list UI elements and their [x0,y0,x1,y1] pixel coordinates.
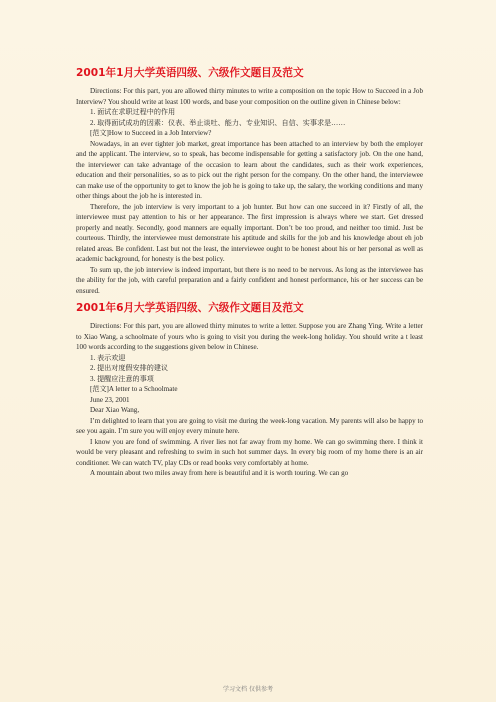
essay-title: [范文]How to Succeed in a Job Interview? [90,129,212,137]
directions-text: Directions: For this part, you are allowed thirty minutes to write a composition on the topic How to Succeed in a Job Interview? You should write at least 100 words, and base your composition on the outline given in Chinese below: [76,87,423,106]
directions-text: Directions: For this part, you are allowed thirty minutes to write a letter. Suppose you are Zhang Ying. Write a letter to Xiao Wang, a schoolmate of yours who is going to visit you during the week-long holiday. You should write a t least 100 words according to the suggestions given below in Chinese. [76,322,423,351]
section-title: 2001年6月大学英语四级、六级作文题目及范文 [76,302,304,314]
section-2001-january [76,66,423,296]
outline-item: 1. 面试在求职过程中的作用 [90,108,176,116]
outline-item: 2. 取得面试成功的因素：仪表、举止谈吐、能力、专业知识、自信、实事求是…… [90,118,346,127]
letter-paragraph: I’m delighted to learn that you are going to visit me during the week-long vacation. My parents will also be happy to see you again. I’m sure you will enjoy every minute here. [76,416,423,435]
essay-paragraph: Therefore, the job interview is very important to a job hunter. But how can one succeed in it? Firstly of all, the interviewee must pay attention to his or her appearance. The first impression is always where we start. Get dressed properly and neatly. Secondly, good manners are equally important. Don’t be too proud, and neither too timid. Just be courteous. Thirdly, the interviewee must demonstrate his aptitude and skills for the job and his knowledge about eh job related areas. Be confident. Last but not the least, the interviewee ought to be honest about his or her personal as well as academic background, for honesty is the best policy. [76,202,423,263]
outline-item: 1. 表示欢迎 [90,353,126,362]
document-body [76,66,423,479]
essay-paragraph: To sum up, the job interview is indeed important, but there is no need to be nervous. As long as the interviewee has the ability for the job, with careful preparation and a fairly confident and honest performance, his or her success can be ensured. [76,265,423,295]
letter-salutation: Dear Xiao Wang, [90,406,140,414]
section-title: 2001年1月大学英语四级、六级作文题目及范文 [76,67,304,79]
letter-paragraph: A mountain about two miles away from here is beautiful and it is worth touring. We can go [90,469,349,477]
section-2001-june [76,301,423,479]
essay-title: [范文]A letter to a Schoolmate [90,385,178,393]
letter-date: June 23, 2001 [90,395,130,404]
page-footer: 学习文档 仅供参考 [223,686,273,693]
letter-paragraph: I know you are fond of swimming. A river lies not far away from my home. We can go swimming there. I think it would be very pleasant and refreshing to swim in such hot summer days. In every big room of my home there is an air conditioner. We can watch TV, play CDs or read books very comfortably at home. [76,437,423,467]
outline-item: 2. 提出对度假安排的建议 [90,364,169,372]
essay-paragraph: Nowadays, in an ever tighter job market, great importance has been attached to an interview by both the employer and the applicant. The interview, so to speak, has become indispensable for getting a satisfactory job. On the one hand, the interviewer can take advantage of the occasion to learn about the candidates, such as their work experiences, education and their personalities, so as to pick out the right person for the company. On the other hand, the interviewee can make use of the opportunity to get to know the job he is going to take up, the salary, the working conditions and many other things about the job he is interested in. [76,139,423,200]
outline-item: 3. 提醒应注意的事项 [90,374,154,383]
